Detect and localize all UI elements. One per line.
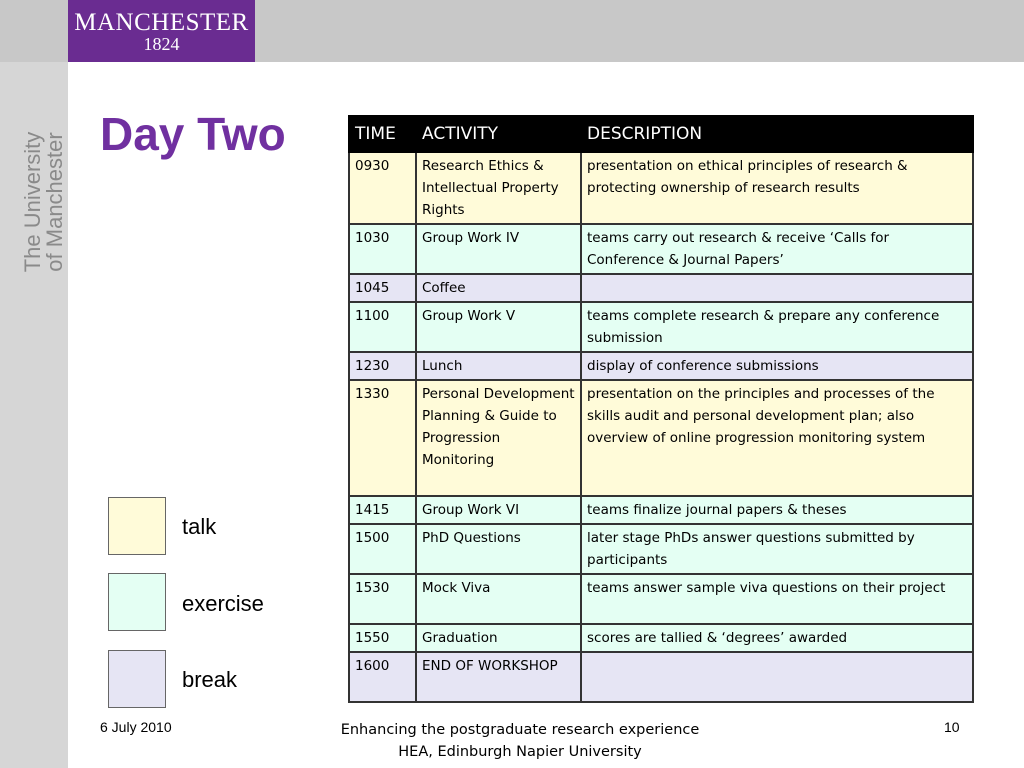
cell-activity: Coffee [416, 274, 581, 302]
cell-time: 0930 [349, 152, 416, 224]
cell-time: 1330 [349, 380, 416, 496]
table-row [349, 224, 973, 274]
footer-caption [300, 719, 740, 763]
vertical-text-line1: The University [20, 131, 45, 273]
cell-time: 1415 [349, 496, 416, 524]
legend-swatch-break [108, 650, 166, 708]
table-row [349, 524, 973, 574]
cell-activity: Research Ethics & Intellectual Property Rights [416, 152, 581, 224]
cell-time: 1550 [349, 624, 416, 652]
legend-label-break: break [182, 667, 238, 692]
table-row [349, 624, 973, 652]
header-activity: ACTIVITY [416, 116, 581, 152]
table-row [349, 574, 973, 624]
table-row [349, 302, 973, 352]
table-row [349, 496, 973, 524]
cell-description: display of conference submissions [581, 352, 973, 380]
legend-swatch-exercise [108, 573, 166, 631]
legend-label-exercise: exercise [182, 591, 264, 616]
logo-wordmark: MANCHESTER [74, 9, 249, 36]
table-row [349, 274, 973, 302]
schedule-table [348, 115, 974, 703]
cell-time: 1030 [349, 224, 416, 274]
table-row [349, 352, 973, 380]
legend-label-talk: talk [182, 514, 217, 539]
slide-title: Day Two [100, 108, 286, 160]
cell-activity: Group Work VI [416, 496, 581, 524]
cell-description: scores are tallied & ‘degrees’ awarded [581, 624, 973, 652]
cell-description: presentation on the principles and processes of the skills audit and personal development plan; also overview of online progression monitoring system [581, 380, 973, 496]
cell-time: 1500 [349, 524, 416, 574]
cell-activity: Group Work IV [416, 224, 581, 274]
vertical-text-line2: of Manchester [42, 132, 67, 272]
cell-description: teams carry out research & receive ‘Calls for Conference & Journal Papers’ [581, 224, 973, 274]
cell-time: 1100 [349, 302, 416, 352]
header-time: TIME [349, 116, 416, 152]
cell-activity: END OF WORKSHOP [416, 652, 581, 702]
cell-activity: Personal Development Planning & Guide to Progression Monitoring [416, 380, 581, 496]
cell-time: 1045 [349, 274, 416, 302]
table-row [349, 380, 973, 496]
cell-description: teams finalize journal papers & theses [581, 496, 973, 524]
cell-activity: Lunch [416, 352, 581, 380]
cell-activity: Mock Viva [416, 574, 581, 624]
table-row [349, 652, 973, 702]
cell-time: 1600 [349, 652, 416, 702]
logo-year: 1824 [143, 34, 180, 54]
page-number: 10 [944, 719, 960, 735]
cell-description: presentation on ethical principles of research & protecting ownership of research results [581, 152, 973, 224]
cell-activity: Group Work V [416, 302, 581, 352]
legend-swatch-talk [108, 497, 166, 555]
cell-activity: PhD Questions [416, 524, 581, 574]
footer-date: 6 July 2010 [100, 719, 172, 735]
cell-description [581, 652, 973, 702]
cell-description: teams complete research & prepare any conference submission [581, 302, 973, 352]
side-band [0, 62, 68, 768]
table-header-row [349, 116, 973, 152]
footer-line2: HEA, Edinburgh Napier University [398, 744, 642, 760]
cell-description [581, 274, 973, 302]
header-description: DESCRIPTION [581, 116, 973, 152]
cell-description: later stage PhDs answer questions submitted by participants [581, 524, 973, 574]
cell-activity: Graduation [416, 624, 581, 652]
table-row [349, 152, 973, 224]
cell-description: teams answer sample viva questions on their project [581, 574, 973, 624]
manchester-logo [68, 0, 255, 62]
cell-time: 1230 [349, 352, 416, 380]
footer-line1: Enhancing the postgraduate research experience [340, 722, 700, 738]
university-vertical-text [22, 132, 66, 273]
cell-time: 1530 [349, 574, 416, 624]
